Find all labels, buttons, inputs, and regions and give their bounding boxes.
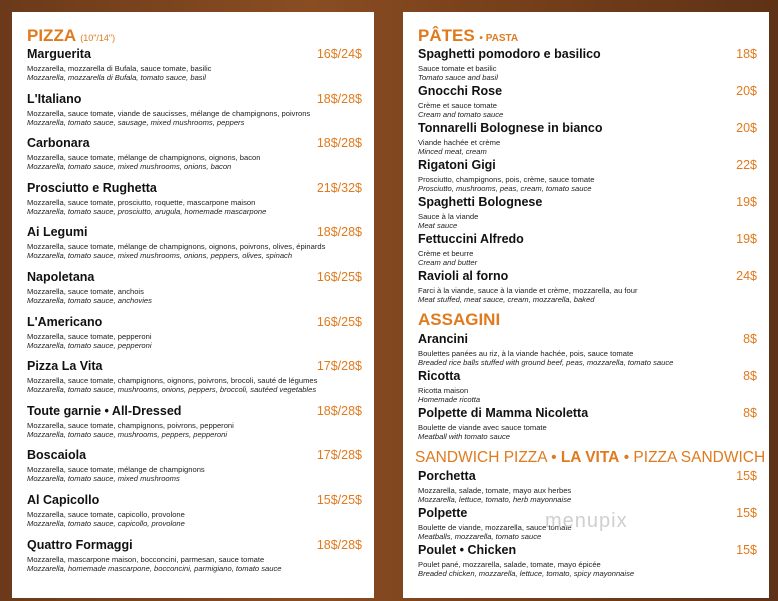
menu-item-description-fr: Ricotta maison bbox=[418, 386, 469, 395]
menu-item bbox=[27, 92, 362, 127]
sandwich-section-title bbox=[415, 449, 765, 467]
pates-subtitle: • PASTA bbox=[479, 33, 519, 44]
menu-item-name: Spaghetti Bolognese bbox=[418, 195, 543, 209]
menu-item-price: 8$ bbox=[743, 332, 757, 346]
sandwich-title-c: • PIZZA SANDWICH bbox=[623, 449, 766, 466]
menu-item bbox=[27, 136, 362, 171]
menu-item-price: 16$/25$ bbox=[316, 314, 362, 329]
menu-item-price: 15$ bbox=[736, 506, 757, 520]
menu-item-name: L'Americano bbox=[27, 314, 103, 329]
menu-item-description-en: Cream and tomato sauce bbox=[418, 110, 504, 119]
menu-item-price: 20$ bbox=[736, 121, 757, 135]
menu-item-price: 8$ bbox=[743, 369, 757, 383]
menu-item-price: 8$ bbox=[743, 406, 757, 420]
menu-item-price: 18$ bbox=[736, 47, 757, 61]
menu-item-price: 16$/25$ bbox=[316, 270, 362, 284]
menu-item-description-en: Mozzarella, tomato sauce, prosciutto, arugula, homemade mascarpone bbox=[27, 206, 267, 216]
menu-item-description-en: Mozzarella, tomato sauce, mushrooms, onions, peppers, broccoli, sautéed vegetables bbox=[27, 385, 317, 395]
menu-item bbox=[418, 158, 757, 193]
menu-item bbox=[418, 469, 757, 504]
menu-item-description-fr: Mozzarella, sauce tomate, pepperoni bbox=[27, 331, 152, 341]
pates-title: PÂTES bbox=[418, 26, 475, 45]
menu-item-header bbox=[27, 404, 362, 419]
menu-item-header bbox=[418, 469, 757, 484]
menu-item-name: Poulet • Chicken bbox=[418, 543, 517, 557]
pizza-panel bbox=[12, 12, 374, 598]
menu-item-header bbox=[418, 47, 757, 62]
pizza-sizes: (10"/14") bbox=[80, 33, 116, 43]
menu-item-description-fr: Farci à la viande, sauce à la viande et crème, mozzarella, au four bbox=[418, 286, 638, 295]
menu-item-header bbox=[418, 121, 757, 136]
menu-item-header bbox=[418, 369, 757, 384]
menu-item-description-fr: Boulettes panées au riz, à la viande hachée, pois, sauce tomate bbox=[418, 349, 634, 358]
menu-item-header bbox=[418, 84, 757, 99]
menu-item-price: 18$/28$ bbox=[316, 136, 362, 151]
sandwich-title-a: SANDWICH PIZZA • bbox=[415, 449, 557, 466]
menu-item-description-en: Mozzarella, tomato sauce, capicollo, provolone bbox=[27, 519, 185, 528]
menu-item bbox=[418, 332, 757, 367]
menu-item-price: 17$/28$ bbox=[316, 448, 362, 463]
menu-item-description-en: Mozzarella, tomato sauce, mixed mushrooms bbox=[27, 474, 180, 484]
menu-item bbox=[418, 84, 757, 119]
menu-item-price: 18$/28$ bbox=[316, 225, 362, 240]
menu-item-name: Spaghetti pomodoro e basilico bbox=[418, 47, 601, 61]
menu-item-description-en: Breaded chicken, mozzarella, lettuce, tomato, spicy mayonnaise bbox=[418, 569, 635, 578]
menu-item-header bbox=[27, 47, 362, 62]
menu-item-price: 19$ bbox=[736, 232, 757, 246]
menu-item bbox=[27, 181, 362, 216]
menu-item-description-fr: Mozzarella, sauce tomate, capicollo, provolone bbox=[27, 510, 185, 519]
menu-item bbox=[27, 47, 362, 82]
menu-item-header bbox=[27, 448, 362, 463]
menu-item-price: 21$/32$ bbox=[316, 180, 362, 195]
menu-item bbox=[27, 538, 362, 573]
menu-item-header bbox=[27, 181, 362, 196]
menu-item-name: Porchetta bbox=[418, 469, 476, 483]
menu-item bbox=[27, 493, 362, 528]
menu-item bbox=[27, 270, 362, 305]
menu-item-description-en: Homemade ricotta bbox=[418, 395, 481, 404]
menu-item-price: 19$ bbox=[736, 195, 757, 209]
menu-item-name: Gnocchi Rose bbox=[418, 84, 503, 98]
menu-item-header bbox=[27, 538, 362, 553]
menu-item-description-fr: Boulette de viande avec sauce tomate bbox=[418, 423, 547, 432]
menu-item-description-fr: Mozzarella, sauce tomate, mélange de champignons, oignons, poivrons, olives, épinards bbox=[27, 242, 326, 252]
menu-item-description-en: Mozzarella, homemade mascarpone, bocconcini, parmigiano, tomato sauce bbox=[27, 563, 282, 573]
menu-item-name: Ai Legumi bbox=[27, 225, 88, 240]
menu-item-header bbox=[27, 315, 362, 330]
menu-item-name: Carbonara bbox=[27, 136, 90, 151]
menu-item-description-fr: Boulette de viande, mozzarella, sauce tomate bbox=[418, 523, 572, 532]
menu-item bbox=[27, 359, 362, 394]
menu-item-description-en: Mozzarella, tomato sauce, sausage, mixed mushrooms, peppers bbox=[27, 117, 245, 127]
menu-item-price: 15$ bbox=[736, 543, 757, 557]
menu-item-price: 18$/28$ bbox=[316, 537, 362, 552]
pizza-section-title bbox=[27, 26, 115, 48]
menu-item-name: Ravioli al forno bbox=[418, 269, 509, 283]
menu-item-description-en: Meat sauce bbox=[418, 221, 458, 230]
menu-item-description-fr: Viande hachée et crème bbox=[418, 138, 501, 147]
menu-item-description-en: Prosciutto, mushrooms, peas, cream, tomato sauce bbox=[418, 184, 592, 193]
sandwich-title-b: LA VITA bbox=[560, 449, 620, 466]
menu-item-price: 15$/25$ bbox=[316, 493, 362, 507]
menu-item bbox=[27, 404, 362, 439]
menu-item-description-fr: Mozzarella, sauce tomate, champignons, oignons, poivrons, brocoli, sauté de légumes bbox=[27, 376, 318, 386]
menu-item-description-fr: Mozzarella, mozzarella di Bufala, sauce tomate, basilic bbox=[27, 64, 212, 73]
menu-item-description-fr: Mozzarella, sauce tomate, prosciutto, roquette, mascarpone maison bbox=[27, 197, 256, 207]
menu-item-header bbox=[27, 225, 362, 240]
menu-item-name: Boscaiola bbox=[27, 448, 87, 463]
menu-item-description-en: Breaded rice balls stuffed with ground beef, peas, mozzarella, tomato sauce bbox=[418, 358, 674, 367]
menu-item-header bbox=[27, 136, 362, 151]
menu-item bbox=[418, 232, 757, 267]
menu-item-description-en: Cream and butter bbox=[418, 258, 478, 267]
menu-item-description-fr: Mozzarella, sauce tomate, mélange de champignons bbox=[27, 465, 205, 475]
menu-item-description-fr: Crème et sauce tomate bbox=[418, 101, 497, 110]
menu-item-name: Polpette di Mamma Nicoletta bbox=[418, 406, 589, 420]
menu-item-header bbox=[418, 332, 757, 347]
menu-item-name: Tonnarelli Bolognese in bianco bbox=[418, 121, 603, 135]
menu-item-name: Napoletana bbox=[27, 270, 95, 284]
menu-item-header bbox=[27, 92, 362, 107]
menu-item-description-en: Meatballs, mozzarella, tomato sauce bbox=[418, 532, 542, 541]
pizza-title: PIZZA bbox=[27, 26, 76, 45]
menu-item-name: Marguerita bbox=[27, 47, 91, 61]
menu-item-price: 24$ bbox=[736, 269, 757, 283]
menu-item-header bbox=[27, 270, 362, 285]
menu-item-price: 18$/28$ bbox=[316, 91, 362, 106]
menu-item-description-en: Mozzarella, mozzarella di Bufala, tomato sauce, basil bbox=[27, 73, 206, 82]
menu-item-description-fr: Crème et beurre bbox=[418, 249, 474, 258]
menu-item-description-fr: Prosciutto, champignons, pois, crème, sauce tomate bbox=[418, 175, 595, 184]
menu-item bbox=[418, 47, 757, 82]
menu-item-description-en: Minced meat, cream bbox=[418, 147, 487, 156]
menu-item-name: Rigatoni Gigi bbox=[418, 158, 496, 172]
menu-item-header bbox=[418, 406, 757, 421]
menu-item-description-en: Mozzarella, tomato sauce, mixed mushrooms, onions, bacon bbox=[27, 162, 232, 172]
menu-item bbox=[418, 543, 757, 578]
menu-item-description-fr: Mozzarella, sauce tomate, anchois bbox=[27, 287, 144, 296]
menu-item-name: Pizza La Vita bbox=[27, 359, 103, 374]
menu-item bbox=[418, 121, 757, 156]
menu-item bbox=[418, 406, 757, 441]
menu-item-header bbox=[418, 543, 757, 558]
menu-item-description-en: Tomato sauce and basil bbox=[418, 73, 498, 82]
menu-item bbox=[27, 315, 362, 350]
pates-section-title bbox=[418, 26, 518, 49]
menu-item-header bbox=[418, 158, 757, 173]
menu-item-description-fr: Sauce tomate et basilic bbox=[418, 64, 497, 73]
menu-item-header bbox=[418, 232, 757, 247]
menu-item bbox=[418, 195, 757, 230]
menu-item-description-fr: Mozzarella, sauce tomate, champignons, poivrons, pepperoni bbox=[27, 420, 234, 430]
menu-item-description-fr: Mozzarella, sauce tomate, mélange de champignons, oignons, bacon bbox=[27, 153, 261, 163]
menu-item-description-en: Mozzarella, tomato sauce, mixed mushrooms, onions, peppers, olives, spinach bbox=[27, 251, 293, 261]
menu-item-price: 20$ bbox=[736, 84, 757, 98]
menu-item-description-en: Mozzarella, lettuce, tomato, herb mayonnaise bbox=[418, 495, 572, 504]
menu-item-description-en: Meatball with tomato sauce bbox=[418, 432, 511, 441]
menu-item-price: 22$ bbox=[736, 158, 757, 172]
menu-item-header bbox=[27, 359, 362, 374]
menu-item-header bbox=[418, 195, 757, 210]
menu-item-price: 17$/28$ bbox=[316, 359, 362, 374]
menu-item-name: Ricotta bbox=[418, 369, 461, 383]
assagini-section-title bbox=[418, 310, 500, 330]
menu-item bbox=[27, 225, 362, 260]
menu-item-price: 18$/28$ bbox=[316, 403, 362, 418]
menu-item-name: Fettuccini Alfredo bbox=[418, 232, 524, 246]
menu-item-description-en: Mozzarella, tomato sauce, anchovies bbox=[27, 296, 152, 305]
menu-item-name: Polpette bbox=[418, 506, 468, 520]
menu-item-description-fr: Mozzarella, salade, tomate, mayo aux herbes bbox=[418, 486, 572, 495]
menu-item-header bbox=[418, 269, 757, 284]
menu-item-description-fr: Poulet pané, mozzarella, salade, tomate, mayo épicée bbox=[418, 560, 601, 569]
menu-item-name: L'Italiano bbox=[27, 91, 82, 106]
watermark: menupix bbox=[545, 510, 628, 532]
menu-item-description-fr: Mozzarella, sauce tomate, viande de saucisses, mélange de champignons, poivrons bbox=[27, 108, 311, 118]
menu-item-description-en: Meat stuffed, meat sauce, cream, mozzarella, baked bbox=[418, 295, 595, 304]
menu-item-description-fr: Sauce à la viande bbox=[418, 212, 479, 221]
menu-item-price: 16$/24$ bbox=[316, 47, 362, 61]
menu-item-description-en: Mozzarella, tomato sauce, mushrooms, peppers, pepperoni bbox=[27, 429, 228, 439]
menu-item-name: Al Capicollo bbox=[27, 493, 100, 507]
menu-item bbox=[27, 448, 362, 483]
menu-item-name: Prosciutto e Rughetta bbox=[27, 180, 157, 195]
menu-item bbox=[418, 369, 757, 404]
assagini-title: ASSAGINI bbox=[418, 310, 501, 329]
menu-item-price: 15$ bbox=[736, 469, 757, 483]
menu-item-name: Quattro Formaggi bbox=[27, 537, 133, 552]
menu-item-name: Arancini bbox=[418, 332, 469, 346]
menu-item-name: Toute garnie • All-Dressed bbox=[27, 403, 182, 418]
menu-item-description-fr: Mozzarella, mascarpone maison, bocconcini, parmesan, sauce tomate bbox=[27, 554, 265, 564]
menu-item-description-en: Mozzarella, tomato sauce, pepperoni bbox=[27, 340, 152, 350]
menu-item bbox=[418, 269, 757, 304]
menu-item-header bbox=[27, 493, 362, 508]
